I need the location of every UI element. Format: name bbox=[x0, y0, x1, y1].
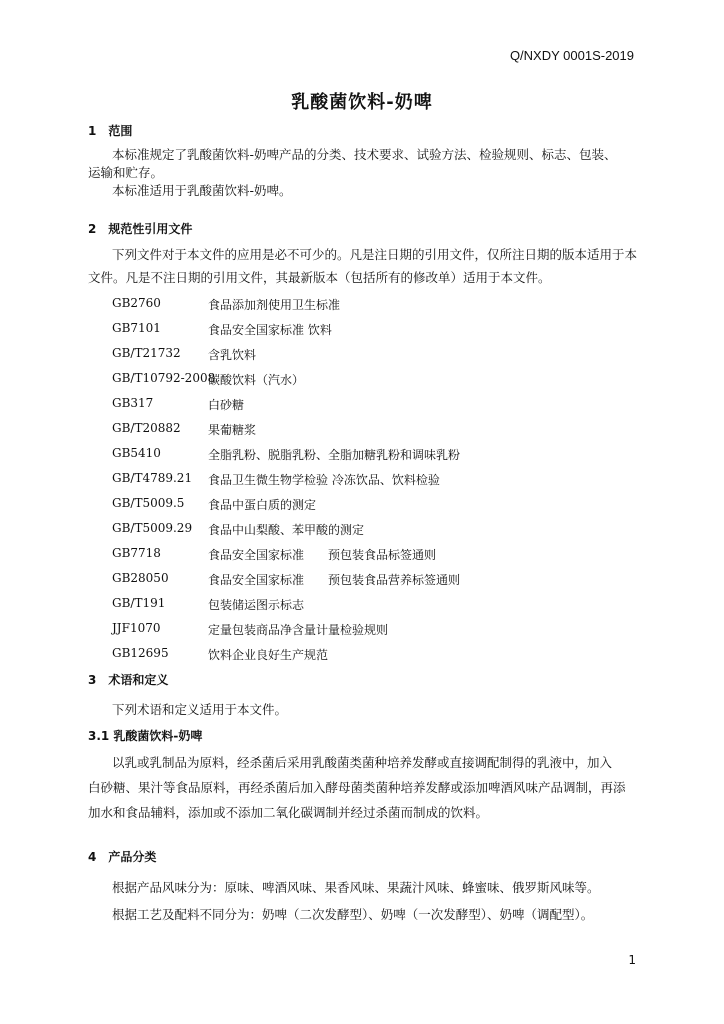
document-code: Q/NXDY 0001S-2019 bbox=[509, 48, 634, 63]
classification-by-process: 根据工艺及配料不同分为：奶啤（二次发酵型）、奶啤（一次发酵型）、奶啤（调配型）。 bbox=[112, 907, 594, 922]
section-3-1-heading: 3.1 乳酸菌饮料-奶啤 bbox=[88, 729, 203, 743]
definition-line: 以乳或乳制品为原料，经杀菌后采用乳酸菌类菌种培养发酵或直接调配制得的乳液中，加入 bbox=[112, 755, 613, 770]
definition-line: 加水和食品辅料，添加或不添加二氧化碳调制并经过杀菌而制成的饮料。 bbox=[88, 805, 489, 820]
reference-code: GB/T20882 bbox=[112, 421, 181, 435]
section-1-paragraph-line: 本标准规定了乳酸菌饮料-奶啤产品的分类、技术要求、试验方法、检验规则、标志、包装、 bbox=[112, 147, 617, 162]
reference-code: GB/T5009.29 bbox=[112, 521, 193, 535]
section-2-heading: 2 规范性引用文件 bbox=[88, 222, 193, 236]
section-1-heading: 1 范围 bbox=[88, 124, 133, 138]
reference-code: GB12695 bbox=[112, 646, 169, 660]
section-3-heading: 3 术语和定义 bbox=[88, 673, 169, 687]
reference-title: 果葡糖浆 bbox=[208, 423, 257, 437]
reference-title: 食品卫生微生物学检验 冷冻饮品、饮料检验 bbox=[208, 473, 440, 487]
reference-code: GB7718 bbox=[112, 546, 161, 560]
section-3-intro: 下列术语和定义适用于本文件。 bbox=[112, 702, 288, 717]
reference-title: 食品中山梨酸、苯甲酸的测定 bbox=[208, 523, 365, 537]
reference-title: 白砂糖 bbox=[208, 398, 245, 412]
reference-title: 食品安全国家标准 饮料 bbox=[208, 323, 332, 337]
section-1-scope-paragraph: 本标准适用于乳酸菌饮料-奶啤。 bbox=[112, 183, 292, 198]
reference-title: 食品安全国家标准 预包装食品营养标签通则 bbox=[208, 573, 461, 587]
reference-title: 食品安全国家标准 预包装食品标签通则 bbox=[208, 548, 437, 562]
reference-code: GB/T5009.5 bbox=[112, 496, 185, 510]
page-number: 1 bbox=[628, 953, 636, 967]
reference-title: 食品中蛋白质的测定 bbox=[208, 498, 317, 512]
reference-code: GB/T21732 bbox=[112, 346, 181, 360]
section-1-paragraph-line: 运输和贮存。 bbox=[88, 165, 164, 180]
reference-code: GB5410 bbox=[112, 446, 161, 460]
section-4-heading: 4 产品分类 bbox=[88, 850, 157, 864]
reference-code: GB/T10792-2008 bbox=[112, 371, 216, 385]
classification-by-flavor: 根据产品风味分为：原味、啤酒风味、果香风味、果蔬汁风味、蜂蜜味、俄罗斯风味等。 bbox=[112, 880, 600, 895]
reference-title: 含乳饮料 bbox=[208, 348, 257, 362]
reference-code: JJF1070 bbox=[112, 621, 161, 635]
section-2-paragraph-line: 文件。凡是不注日期的引用文件，其最新版本（包括所有的修改单）适用于本文件。 bbox=[88, 270, 551, 285]
definition-line: 白砂糖、果汁等食品原料，再经杀菌后加入酵母菌类菌种培养发酵或添加啤酒风味产品调制，再添 bbox=[88, 780, 626, 795]
reference-code: GB317 bbox=[112, 396, 154, 410]
page-title: 乳酸菌饮料-奶啤 bbox=[291, 92, 433, 113]
reference-title: 定量包装商品净含量计量检验规则 bbox=[208, 623, 389, 637]
reference-code: GB/T4789.21 bbox=[112, 471, 193, 485]
reference-title: 饮料企业良好生产规范 bbox=[208, 648, 329, 662]
section-2-paragraph-line: 下列文件对于本文件的应用是必不可少的。凡是注日期的引用文件，仅所注日期的版本适用于本 bbox=[112, 247, 638, 262]
reference-title: 碳酸饮料（汽水） bbox=[208, 373, 305, 387]
reference-code: GB28050 bbox=[112, 571, 169, 585]
reference-title: 食品添加剂使用卫生标准 bbox=[208, 298, 341, 312]
reference-code: GB2760 bbox=[112, 296, 161, 310]
reference-code: GB/T191 bbox=[112, 596, 166, 610]
reference-title: 包装储运图示标志 bbox=[208, 598, 305, 612]
reference-title: 全脂乳粉、脱脂乳粉、全脂加糖乳粉和调味乳粉 bbox=[208, 448, 461, 462]
reference-code: GB7101 bbox=[112, 321, 161, 335]
